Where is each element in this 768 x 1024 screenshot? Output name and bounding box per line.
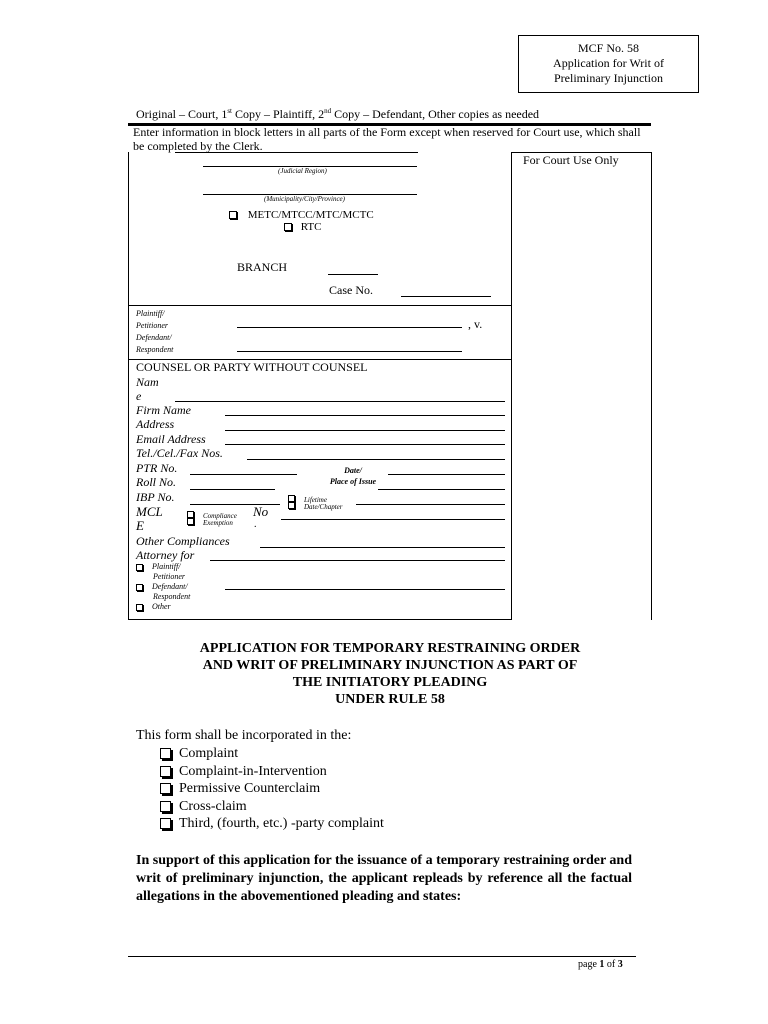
attorney-option-other[interactable]: Other bbox=[136, 602, 171, 611]
date-chapter-option[interactable]: Date/Chapter bbox=[288, 496, 343, 514]
mcle-no-label: No bbox=[253, 504, 269, 519]
counsel-heading: COUNSEL OR PARTY WITHOUT COUNSEL bbox=[136, 360, 368, 374]
counsel-box-bottom bbox=[128, 619, 511, 620]
checkbox-third-party-complaint[interactable] bbox=[160, 818, 171, 829]
address-line bbox=[225, 430, 505, 431]
copies-note: Original – Court, 1st Copy – Plaintiff, 2nd Copy – Defendant, Other copies as needed bbox=[136, 107, 540, 121]
checkbox-complaint-in-intervention[interactable] bbox=[160, 766, 171, 777]
checkbox-complaint[interactable] bbox=[160, 748, 171, 759]
mcle-label: MCL E bbox=[136, 504, 163, 533]
judicial-region-label: (Judicial Region) bbox=[278, 167, 327, 175]
checkbox-other[interactable] bbox=[136, 604, 143, 611]
list-item[interactable]: Cross-claim bbox=[160, 798, 384, 816]
other-compliances-label: Other Compliances bbox=[136, 534, 230, 548]
court-use-right-edge bbox=[651, 152, 652, 620]
court-option-metc[interactable]: METC/MTCC/MTC/MCTC bbox=[229, 209, 374, 221]
roll-label: Roll No. bbox=[136, 475, 177, 489]
firm-line bbox=[225, 415, 505, 416]
roll-line bbox=[190, 489, 275, 490]
instruction: Enter information in block letters in all parts of the Form except when reserved for Court use, which shall be completed by the Clerk. bbox=[133, 125, 641, 153]
list-item[interactable]: Complaint bbox=[160, 745, 384, 763]
date-issue-label: Date/ Place of Issue bbox=[329, 466, 377, 486]
lifetime-option[interactable]: Lifetime bbox=[288, 489, 327, 507]
firm-label: Firm Name bbox=[136, 403, 191, 417]
checkbox-exemption[interactable] bbox=[187, 518, 194, 525]
page-number: page 1 of 3 bbox=[578, 959, 623, 970]
support-paragraph: In support of this application for the issuance of a temporary restraining order and writ of preliminary injunction, the applicant repleads by reference all the factual allegations in the abovementioned pleading and states: bbox=[136, 853, 632, 904]
versus-label: , v. bbox=[468, 317, 483, 331]
checkbox-metc[interactable] bbox=[229, 211, 237, 219]
court-use-divider bbox=[511, 152, 512, 620]
checkbox-permissive-counterclaim[interactable] bbox=[160, 783, 171, 794]
name-label: Nam e bbox=[136, 375, 159, 403]
attorney-for-line bbox=[210, 560, 505, 561]
checkbox-defendant[interactable] bbox=[136, 584, 143, 591]
plaintiff-line bbox=[237, 327, 462, 328]
municipality-label: (Municipality/City/Province) bbox=[264, 195, 345, 203]
compliance-option[interactable]: Compliance bbox=[187, 505, 237, 523]
ptr-line bbox=[190, 474, 297, 475]
court-box-top bbox=[175, 152, 418, 153]
mcle-line bbox=[281, 519, 505, 520]
attorney-for-label: Attorney for bbox=[136, 548, 195, 562]
case-no-label: Case No. bbox=[329, 283, 373, 297]
date-issue-line-2 bbox=[378, 489, 505, 490]
list-item[interactable]: Third, (fourth, etc.) -party complaint bbox=[160, 815, 384, 833]
email-label: Email Address bbox=[136, 432, 206, 446]
form-title-line2: Preliminary Injunction bbox=[554, 71, 663, 85]
email-line bbox=[225, 444, 505, 445]
list-item[interactable]: Permissive Counterclaim bbox=[160, 780, 384, 798]
form-title-line1: Application for Writ of bbox=[553, 56, 664, 70]
checkbox-cross-claim[interactable] bbox=[160, 801, 171, 812]
case-no-line bbox=[401, 296, 491, 297]
attorney-option-plaintiff[interactable]: Plaintiff/ Petitioner bbox=[136, 562, 185, 582]
address-label: Address bbox=[136, 417, 175, 431]
footer-rule bbox=[128, 956, 636, 957]
tel-line bbox=[247, 459, 505, 460]
ibp-label: IBP No. bbox=[136, 490, 175, 504]
page-title: APPLICATION FOR TEMPORARY RESTRAINING ORDER AND WRIT OF PRELIMINARY INJUNCTION AS PART OF THE INITIATORY PLEADING UNDER RULE 58 bbox=[199, 641, 581, 707]
incorporated-list bbox=[160, 745, 384, 833]
checkbox-rtc[interactable] bbox=[284, 223, 292, 231]
plaintiff-label: Plaintiff/ Petitioner Defendant/ Respondent bbox=[136, 309, 174, 354]
attorney-defendant-line bbox=[225, 589, 505, 590]
attorney-option-defendant[interactable]: Defendant/ Respondent bbox=[136, 582, 190, 602]
checkbox-date-chapter[interactable] bbox=[288, 502, 295, 509]
branch-label: BRANCH bbox=[237, 260, 288, 274]
ptr-label: PTR No. bbox=[136, 461, 178, 475]
incorporated-intro: This form shall be incorporated in the: bbox=[136, 728, 352, 743]
tel-label: Tel./Cel./Fax Nos. bbox=[136, 446, 223, 460]
branch-line bbox=[328, 274, 378, 275]
court-option-rtc[interactable]: RTC bbox=[284, 221, 321, 233]
form-number-box bbox=[518, 35, 699, 93]
mcle-no-dot: . bbox=[254, 519, 257, 530]
date-chapter-line bbox=[356, 504, 505, 505]
defendant-line bbox=[237, 351, 462, 352]
checkbox-plaintiff[interactable] bbox=[136, 564, 143, 571]
exemption-option[interactable]: Exemption bbox=[187, 512, 233, 530]
parties-box-top bbox=[128, 305, 511, 306]
court-use-label: For Court Use Only bbox=[523, 153, 619, 167]
list-item[interactable]: Complaint-in-Intervention bbox=[160, 763, 384, 781]
name-line bbox=[175, 401, 505, 402]
date-issue-line-1 bbox=[388, 474, 505, 475]
court-use-top bbox=[511, 152, 651, 153]
form-number: MCF No. 58 bbox=[577, 41, 639, 55]
court-box-left bbox=[128, 152, 129, 620]
other-compliances-line bbox=[260, 547, 505, 548]
